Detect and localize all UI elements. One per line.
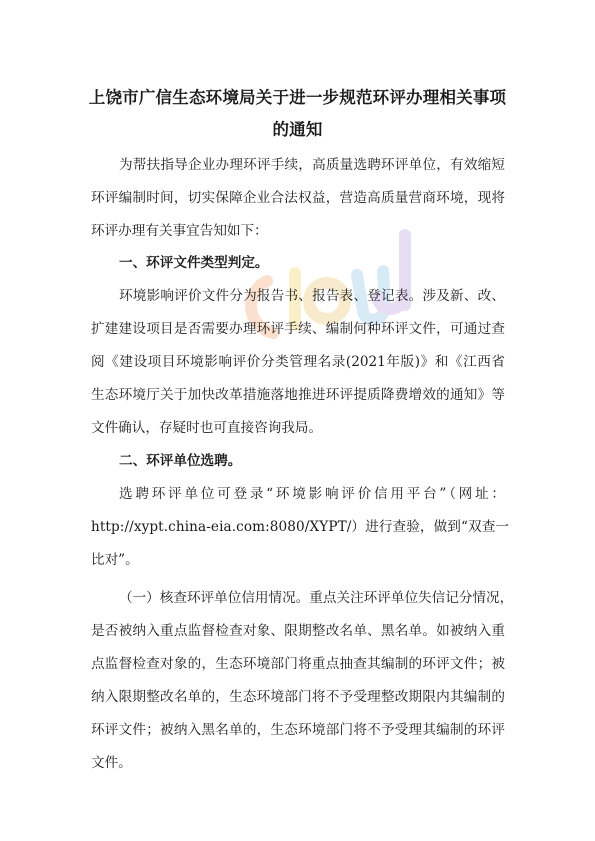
section-2-line-3: 比对”。	[91, 552, 139, 568]
subsection-1-line-5: 环评文件；被纳入黑名单的，生态环境部门将不予受理其编制的环评	[91, 722, 505, 738]
subsection-1-line-2: 是否被纳入重点监督检查对象、限期整改名单、黑名单。如被纳入重	[91, 623, 505, 639]
section-1-line-5: 文件确认，存疑时也可直接咨询我局。	[91, 420, 323, 436]
section-2-line-2: http://xypt.china-eia.com:8080/XYPT/）进行查验，做到“双查一	[91, 519, 510, 535]
document-title-line-2: 的通知	[272, 120, 323, 139]
intro-line-2: 环评编制时间，切实保障企业合法权益，营造高质量营商环境，现将	[91, 190, 505, 206]
subsection-1-line-3: 点监督检查对象的，生态环境部门将重点抽查其编制的环评文件；被	[91, 656, 505, 672]
section-1-line-2: 扩建建设项目是否需要办理环评手续、编制何种环评文件，可通过查	[91, 321, 505, 337]
subsection-1-line-4: 纳入限期整改名单的，生态环境部门将不予受理整改期限内其编制的	[91, 689, 505, 705]
section-1-heading: 一、环评文件类型判定。	[119, 255, 269, 271]
section-1-line-4: 生态环境厅关于加快改革措施落地推进环评提质降费增效的通知》等	[91, 387, 505, 403]
subsection-1-line-1: （一）核查环评单位信用情况。重点关注环评单位失信记分情况，	[119, 590, 514, 606]
intro-line-3: 环评办理有关事宜告知如下：	[91, 223, 268, 239]
subsection-1-line-6: 文件。	[91, 755, 132, 771]
section-1-line-3: 阅《建设项目环境影响评价分类管理名录(2021年版)》和《江西省	[91, 354, 505, 370]
section-2-line-1: 选聘环评单位可登录“环境影响评价信用平台”（网址：	[119, 486, 505, 502]
section-1-line-1: 环境影响评价文件分为报告书、报告表、登记表。涉及新、改、	[119, 288, 505, 304]
section-2-heading: 二、环评单位选聘。	[119, 453, 242, 469]
document-title-line-1: 上饶市广信生态环境局关于进一步规范环评办理相关事项	[88, 88, 507, 107]
intro-line-1: 为帮扶指导企业办理环评手续，高质量选聘环评单位，有效缩短	[119, 157, 505, 173]
